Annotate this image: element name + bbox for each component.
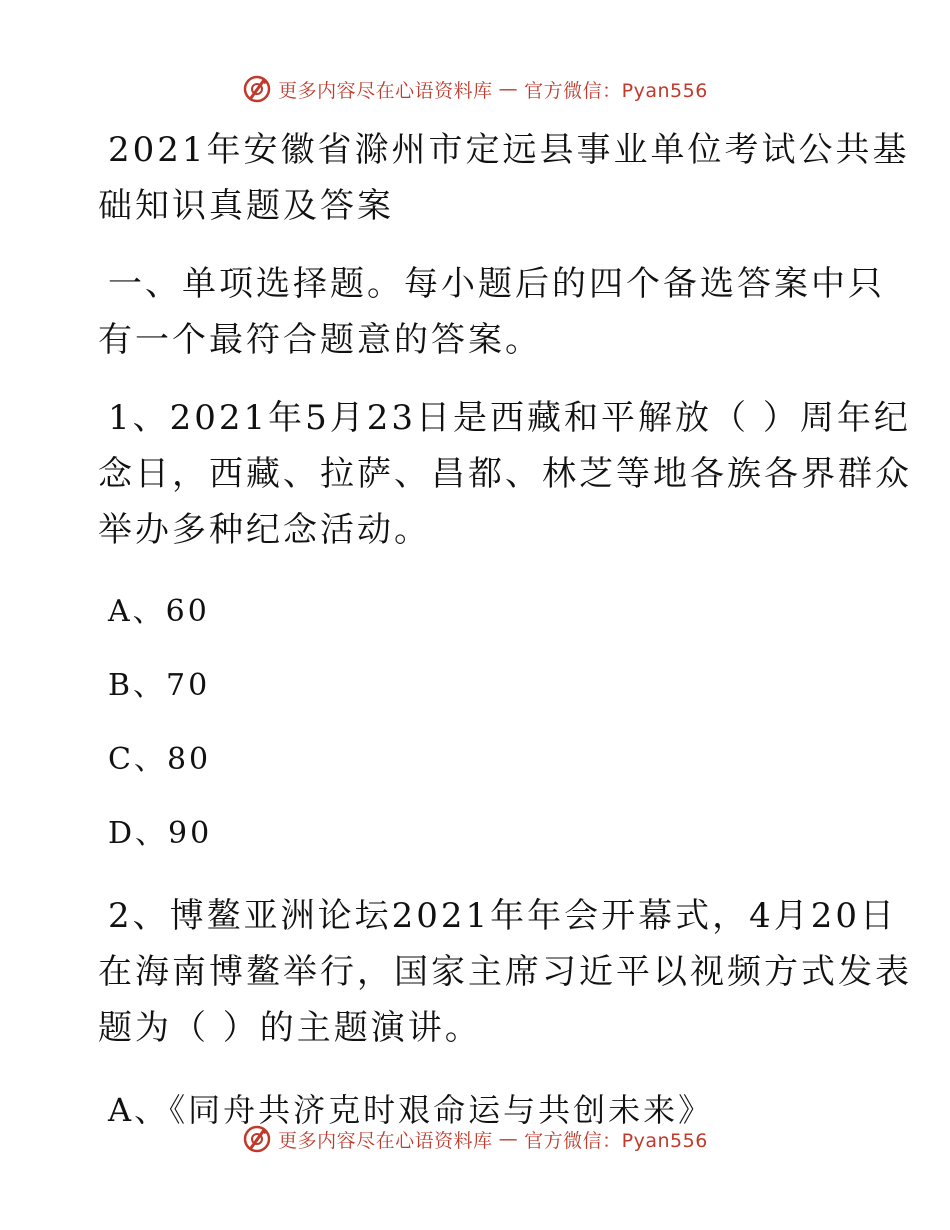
pen-logo-icon — [242, 74, 272, 104]
title-line-1: 2021年安徽省滁州市定远县事业单位考试公共基 — [108, 130, 910, 170]
section-line-1: 一、单项选择题。每小题后的四个备选答案中只 — [108, 264, 885, 304]
q1-option-a: A、60 — [108, 594, 210, 629]
q2-line-3: 题为（ ）的主题演讲。 — [98, 1008, 482, 1048]
footer-watermark — [0, 1124, 950, 1154]
section-line-2: 有一个最符合题意的答案。 — [98, 320, 542, 360]
question-2 — [98, 888, 912, 1130]
watermark-dash: — — [498, 1128, 519, 1150]
question-1 — [98, 390, 912, 854]
q2-line-2: 在海南博鳌举行，国家主席习近平以视频方式发表 — [98, 952, 912, 992]
header-watermark — [0, 74, 950, 104]
watermark-contact: 官方微信：Pyan556 — [524, 79, 708, 102]
q1-line-2: 念日，西藏、拉萨、昌都、林芝等地各族各界群众 — [98, 454, 912, 494]
q1-option-b: B、70 — [108, 668, 211, 703]
watermark-contact: 官方微信：Pyan556 — [524, 1129, 708, 1152]
q2-option-a: A、《同舟共济克时艰命运与共创未来》 — [108, 1091, 714, 1129]
document-title — [98, 122, 910, 234]
q1-option-c: C、80 — [108, 742, 212, 777]
section-heading — [98, 256, 885, 368]
q1-line-3: 举办多种纪念活动。 — [98, 510, 431, 550]
pen-logo-icon — [242, 1124, 272, 1154]
q2-line-1: 2、博鳌亚洲论坛2021年年会开幕式，4月20日 — [108, 896, 898, 936]
watermark-text: 更多内容尽在心语资料库 — [278, 79, 493, 102]
watermark-dash: — — [498, 78, 519, 100]
q1-line-1: 1、2021年5月23日是西藏和平解放（ ）周年纪 — [108, 398, 911, 438]
title-line-2: 础知识真题及答案 — [98, 186, 394, 226]
q1-option-d: D、90 — [108, 816, 213, 851]
document-body — [98, 122, 912, 1130]
watermark-text: 更多内容尽在心语资料库 — [278, 1129, 493, 1152]
